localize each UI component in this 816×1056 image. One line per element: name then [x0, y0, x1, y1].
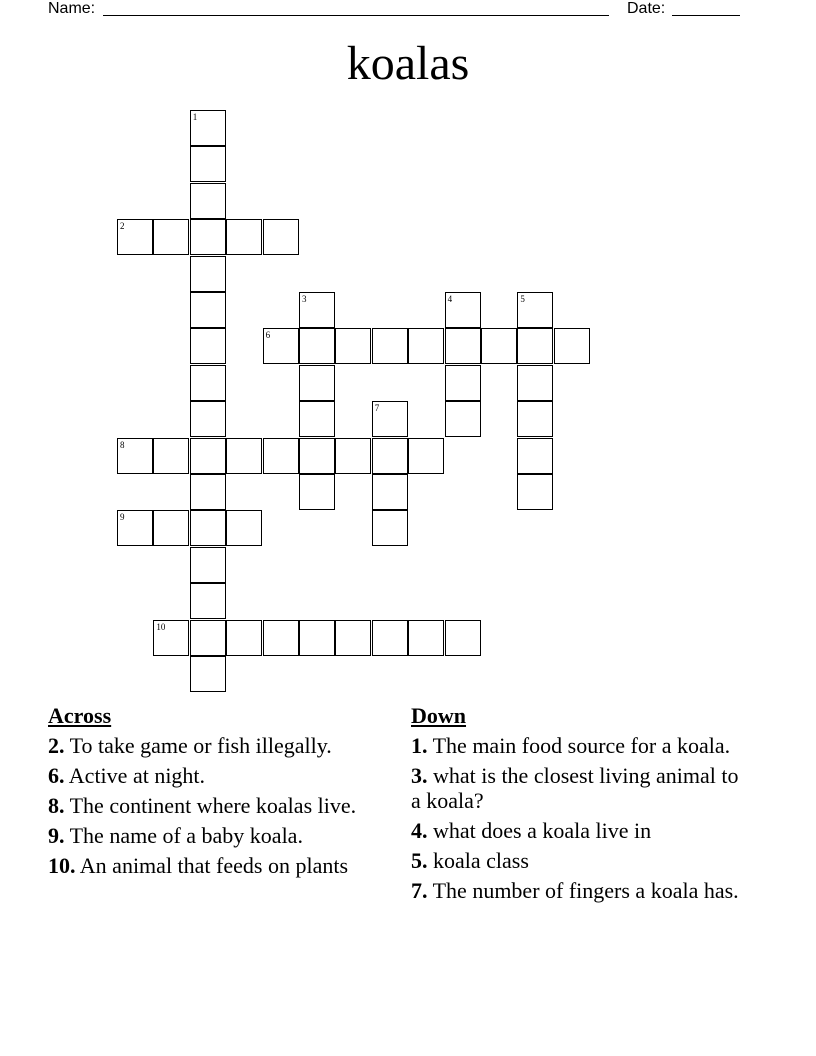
clue-text: An animal that feeds on plants: [79, 853, 349, 878]
crossword-cell[interactable]: [408, 620, 444, 656]
crossword-cell[interactable]: [153, 620, 189, 656]
crossword-cell[interactable]: [190, 401, 226, 437]
crossword-cell[interactable]: [190, 256, 226, 292]
crossword-cell[interactable]: [190, 292, 226, 328]
down-clue: [411, 763, 741, 813]
crossword-cell[interactable]: [190, 547, 226, 583]
cell-number: 3: [302, 294, 307, 304]
crossword-cell[interactable]: [263, 328, 299, 364]
crossword-cell[interactable]: [445, 401, 481, 437]
page-title: koalas: [346, 37, 470, 90]
crossword-cell[interactable]: [190, 438, 226, 474]
cell-number: 4: [447, 294, 453, 304]
crossword-cell[interactable]: [372, 401, 408, 437]
clue-text: The name of a baby koala.: [69, 823, 303, 848]
clue-text: To take game or fish illegally.: [69, 733, 332, 758]
crossword-cell[interactable]: [517, 292, 553, 328]
crossword-cell[interactable]: [517, 365, 553, 401]
crossword-cell[interactable]: [408, 328, 444, 364]
crossword-cell[interactable]: [190, 656, 226, 692]
clue-number: 5.: [411, 848, 428, 873]
clue-number: 2.: [48, 733, 65, 758]
crossword-cell[interactable]: [408, 438, 444, 474]
crossword-cell[interactable]: [335, 328, 371, 364]
crossword-cell[interactable]: [372, 328, 408, 364]
clue-number: 8.: [48, 793, 65, 818]
crossword-cell[interactable]: [226, 438, 262, 474]
crossword-cell[interactable]: [190, 583, 226, 619]
crossword-cell[interactable]: [372, 474, 408, 510]
across-clue: [48, 853, 378, 878]
crossword-cell[interactable]: [299, 620, 335, 656]
cell-number: 9: [120, 512, 125, 523]
crossword-cell[interactable]: [226, 219, 262, 255]
crossword-cell[interactable]: [445, 292, 481, 328]
cell-number: 8: [120, 439, 125, 450]
crossword-cell[interactable]: [153, 510, 189, 546]
crossword-cell[interactable]: [190, 365, 226, 401]
crossword-cell[interactable]: [190, 474, 226, 510]
crossword-cell[interactable]: [263, 620, 299, 656]
crossword-cell[interactable]: [517, 438, 553, 474]
clue-number: 3.: [411, 763, 428, 788]
down-clue: [411, 848, 741, 873]
crossword-cell[interactable]: [299, 292, 335, 328]
down-clue: [411, 733, 741, 758]
crossword-cell[interactable]: [263, 219, 299, 255]
crossword-cell[interactable]: [372, 438, 408, 474]
crossword-cell[interactable]: [153, 438, 189, 474]
crossword-cell[interactable]: [190, 110, 226, 146]
crossword-cell[interactable]: [335, 438, 371, 474]
cell-number: 2: [120, 221, 125, 232]
crossword-cell[interactable]: [190, 328, 226, 364]
crossword-cell[interactable]: [554, 328, 590, 364]
crossword-cell[interactable]: [263, 438, 299, 474]
down-heading: Down: [411, 703, 467, 728]
clue-text: The number of fingers a koala has.: [432, 878, 739, 903]
across-heading: Across: [48, 703, 112, 728]
crossword-cell[interactable]: [190, 620, 226, 656]
crossword-cell[interactable]: [445, 328, 481, 364]
crossword-cell[interactable]: [372, 510, 408, 546]
crossword-cell[interactable]: [335, 620, 371, 656]
crossword-cell[interactable]: [299, 438, 335, 474]
crossword-cell[interactable]: [372, 620, 408, 656]
clue-text: The continent where koalas live.: [69, 793, 357, 818]
crossword-cell[interactable]: [190, 219, 226, 255]
down-clue: [411, 878, 741, 903]
clue-text: koala class: [433, 848, 529, 873]
crossword-cell[interactable]: [481, 328, 517, 364]
crossword-cell[interactable]: [299, 401, 335, 437]
crossword-cell[interactable]: [517, 328, 553, 364]
crossword-cell[interactable]: [517, 474, 553, 510]
crossword-cell[interactable]: [190, 183, 226, 219]
date-label: Date:: [627, 0, 666, 17]
clue-text: The main food source for a koala.: [432, 733, 731, 758]
across-clue: [48, 823, 378, 848]
clue-number: 6.: [48, 763, 65, 788]
cell-number: 5: [520, 294, 525, 304]
across-clue: [48, 793, 378, 818]
crossword-cell[interactable]: [299, 328, 335, 364]
across-clue: [48, 733, 378, 758]
clue-number: 4.: [411, 818, 428, 843]
across-clues: [48, 703, 378, 883]
down-clue: [411, 818, 741, 843]
cell-number: 10: [156, 621, 166, 632]
clue-number: 9.: [48, 823, 65, 848]
clue-text: what is the closest living animal to a koala?: [411, 763, 739, 813]
across-clue: [48, 763, 378, 788]
clue-number: 1.: [411, 733, 428, 758]
crossword-cell[interactable]: [299, 365, 335, 401]
clue-number: 7.: [411, 878, 428, 903]
crossword-cell[interactable]: [190, 510, 226, 546]
crossword-cell[interactable]: [190, 146, 226, 182]
cell-number: 1: [192, 112, 198, 122]
crossword-cell[interactable]: [226, 510, 262, 546]
crossword-cell[interactable]: [117, 219, 153, 255]
crossword-cell[interactable]: [226, 620, 262, 656]
name-label: Name:: [48, 0, 96, 17]
crossword-cell[interactable]: [517, 401, 553, 437]
clue-number: 10.: [48, 853, 76, 878]
clue-text: Active at night.: [68, 763, 206, 788]
crossword-cell[interactable]: [117, 510, 153, 546]
crossword-cell[interactable]: [445, 620, 481, 656]
cell-number: 7: [374, 403, 380, 414]
down-clues: [411, 703, 741, 908]
cell-number: 6: [265, 330, 271, 341]
crossword-cell[interactable]: [299, 474, 335, 510]
crossword-cell[interactable]: [445, 365, 481, 401]
clue-text: what does a koala live in: [433, 818, 652, 843]
crossword-cell[interactable]: [153, 219, 189, 255]
crossword-cell[interactable]: [117, 438, 153, 474]
